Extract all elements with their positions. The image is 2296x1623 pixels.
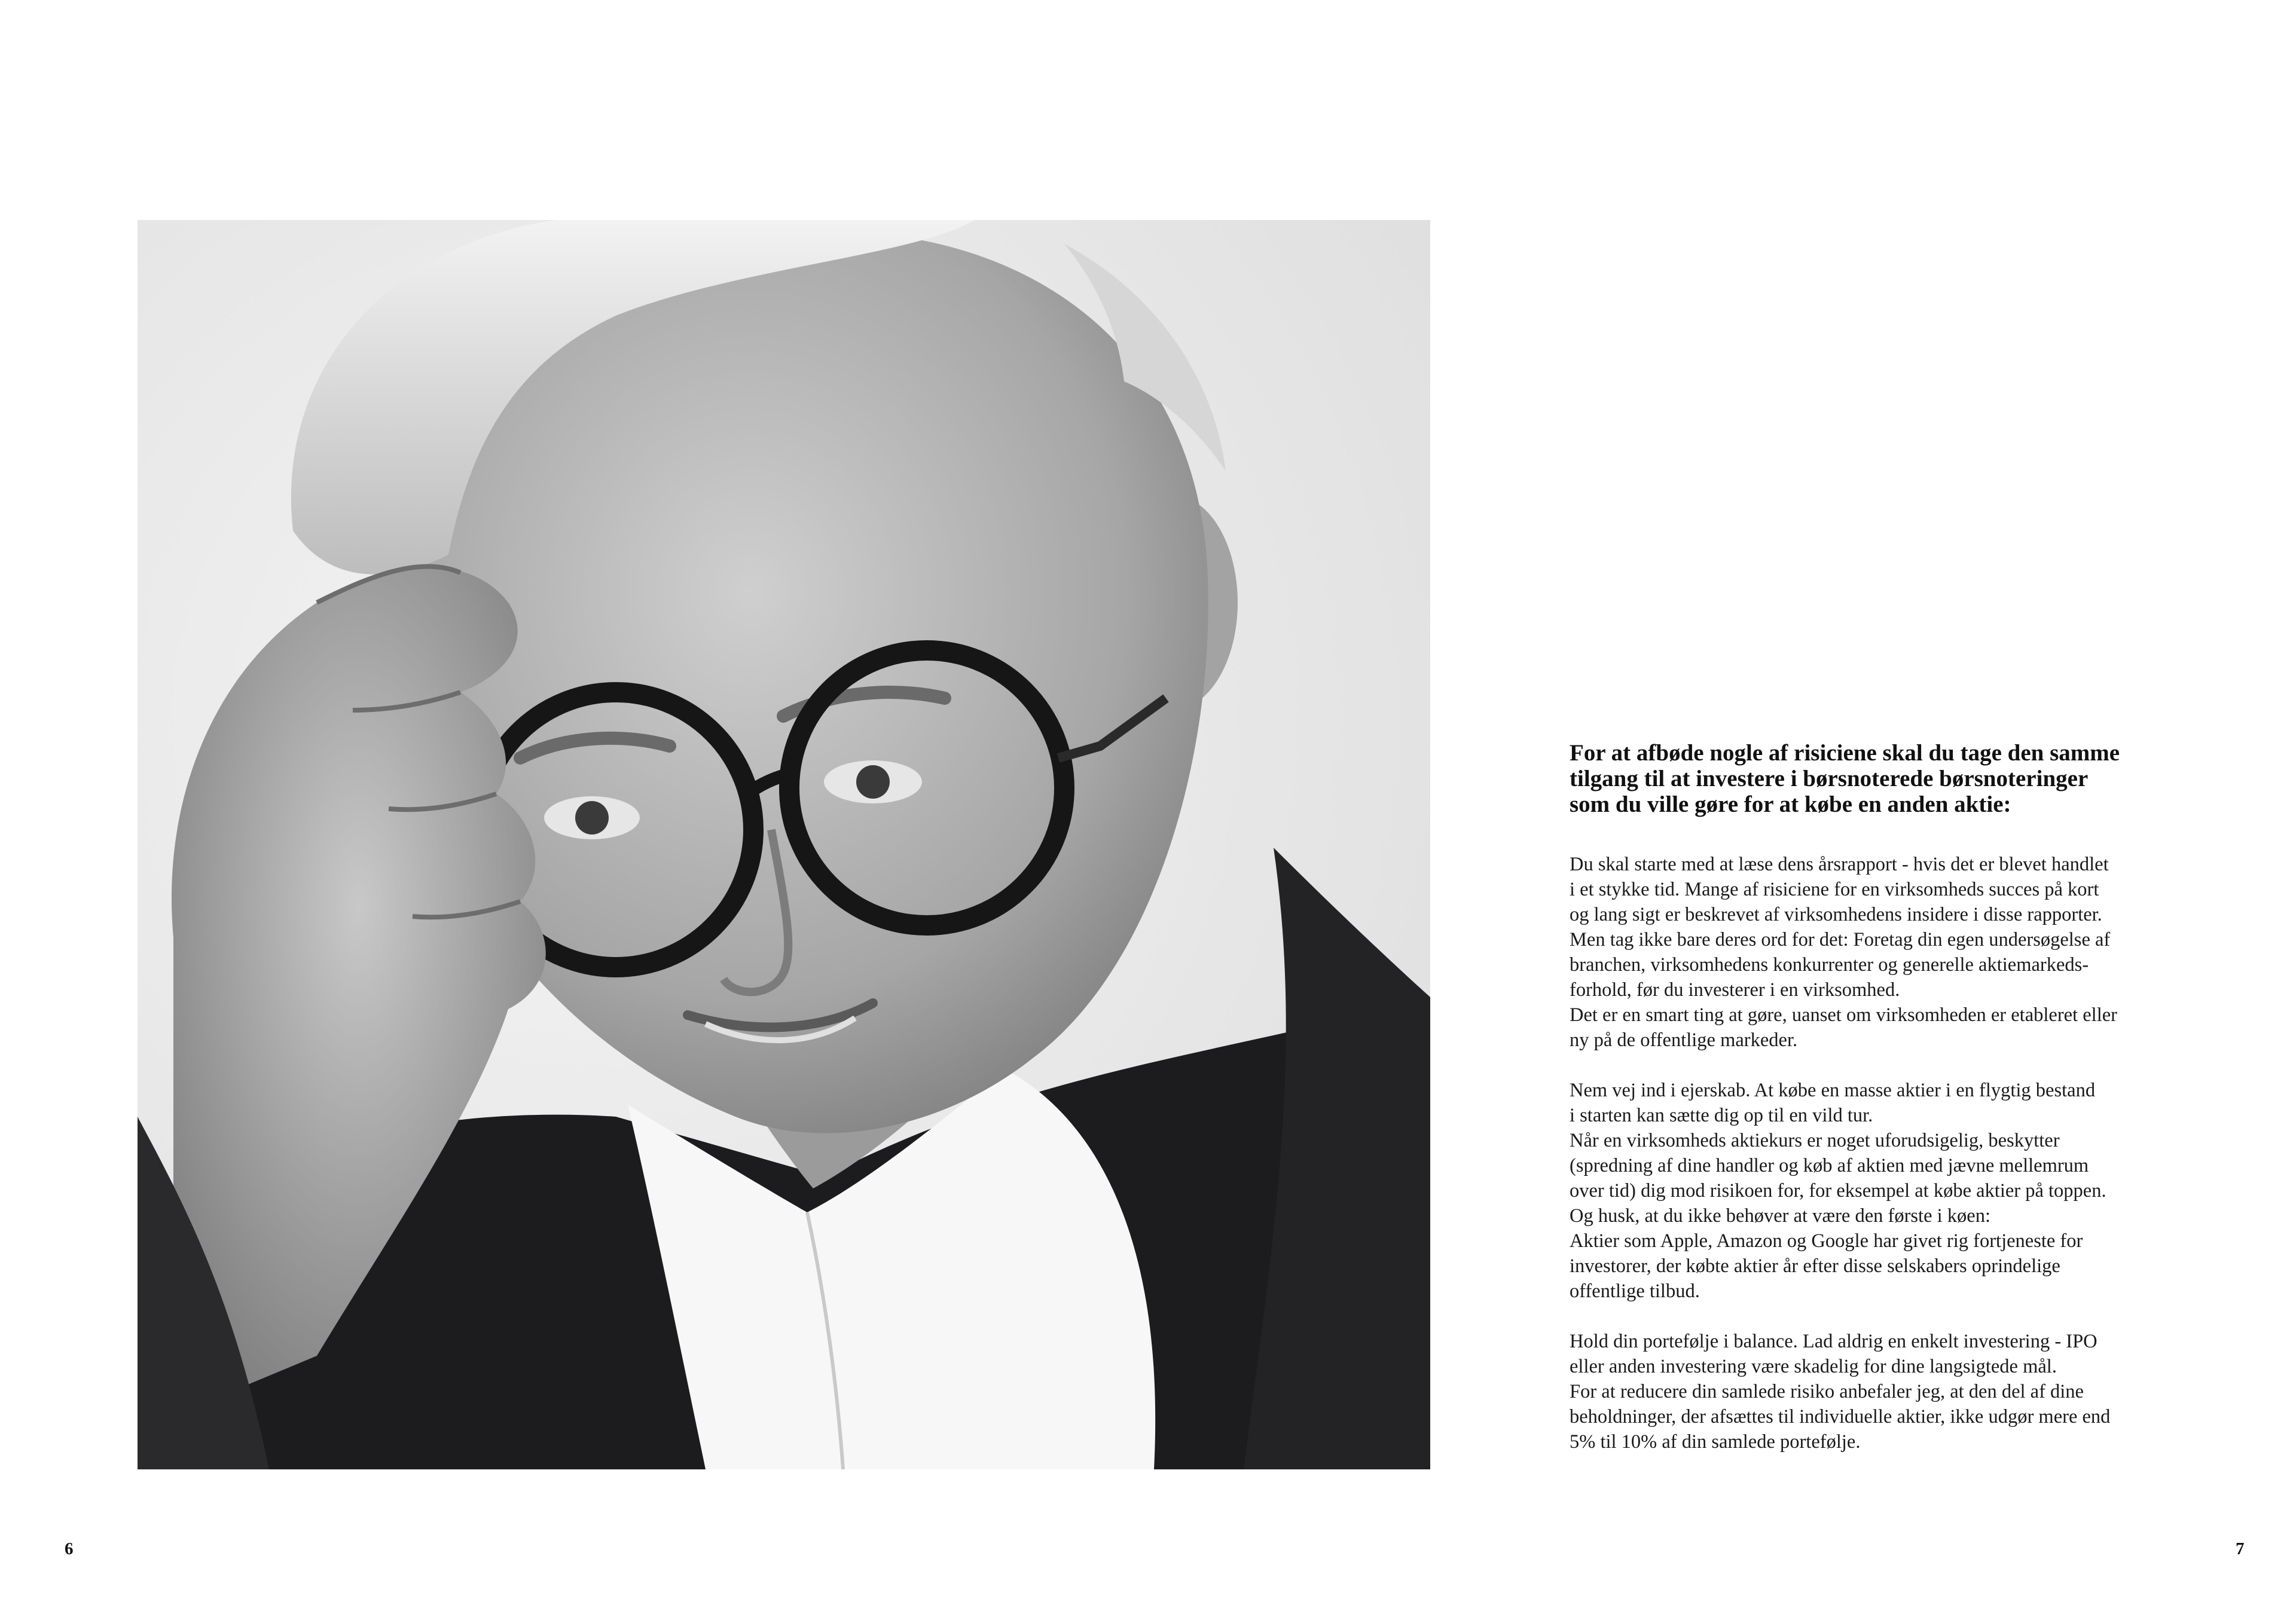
article-heading bbox=[1570, 740, 2191, 817]
heading-line: For at afbøde nogle af risiciene skal du tage den samme bbox=[1570, 740, 2120, 766]
text-line: Nem vej ind i ejerskab. At købe en masse aktier i en flygtig bestand bbox=[1570, 1080, 2096, 1101]
text-line: Når en virksomheds aktiekurs er noget uforudsigelig, beskytter bbox=[1570, 1130, 2060, 1151]
page-number-right: 7 bbox=[2236, 1539, 2245, 1558]
page-number-left: 6 bbox=[65, 1539, 74, 1558]
text-line: Du skal starte med at læse dens årsrapport - hvis det er blevet handlet bbox=[1570, 854, 2109, 875]
paragraph-ownership bbox=[1570, 1078, 2191, 1304]
paragraph-portfolio-balance bbox=[1570, 1329, 2191, 1454]
heading-line: tilgang til at investere i børsnoterede børsnoteringer bbox=[1570, 766, 2089, 791]
text-line: Det er en smart ting at gøre, uanset om virksomheden er etableret eller bbox=[1570, 1004, 2117, 1026]
text-line: offentlige tilbud. bbox=[1570, 1280, 1700, 1302]
text-line: investorer, der købte aktier år efter disse selskabers oprindelige bbox=[1570, 1255, 2060, 1277]
text-line: (spredning af dine handler og køb af aktien med jævne mellemrum bbox=[1570, 1155, 2089, 1176]
text-line: Men tag ikke bare deres ord for det: Foretag din egen undersøgelse af bbox=[1570, 929, 2111, 950]
text-line: 5% til 10% af din samlede portefølje. bbox=[1570, 1431, 1861, 1453]
text-line: og lang sigt er beskrevet af virksomhedens insidere i disse rapporter. bbox=[1570, 904, 2102, 925]
text-line: over tid) dig mod risikoen for, for eksempel at købe aktier på toppen. bbox=[1570, 1180, 2106, 1202]
text-line: i starten kan sætte dig op til en vild tur. bbox=[1570, 1105, 1873, 1126]
text-line: ny på de offentlige markeder. bbox=[1570, 1029, 1798, 1051]
text-line: Og husk, at du ikke behøver at være den første i køen: bbox=[1570, 1205, 1990, 1227]
text-line: Hold din portefølje i balance. Lad aldrig en enkelt investering - IPO bbox=[1570, 1331, 2097, 1352]
paragraph-annual-report bbox=[1570, 852, 2191, 1053]
article bbox=[1570, 740, 2191, 1480]
text-line: Aktier som Apple, Amazon og Google har givet rig fortjeneste for bbox=[1570, 1230, 2083, 1252]
heading-line: som du ville gøre for at købe en anden aktie: bbox=[1570, 791, 2011, 817]
text-line: forhold, før du investerer i en virksomhed. bbox=[1570, 979, 1900, 1001]
text-line: branchen, virksomhedens konkurrenter og generelle aktiemarkeds- bbox=[1570, 954, 2089, 976]
text-line: beholdninger, der afsættes til individuelle aktier, ikke udgør mere end bbox=[1570, 1406, 2111, 1428]
text-line: eller anden investering være skadelig for dine langsigtede mål. bbox=[1570, 1356, 2057, 1377]
portrait-photo bbox=[138, 220, 1430, 1469]
text-line: i et stykke tid. Mange af risiciene for en virksomheds succes på kort bbox=[1570, 879, 2099, 900]
text-line: For at reducere din samlede risiko anbefaler jeg, at den del af dine bbox=[1570, 1381, 2084, 1402]
portrait-illustration bbox=[138, 220, 1430, 1469]
